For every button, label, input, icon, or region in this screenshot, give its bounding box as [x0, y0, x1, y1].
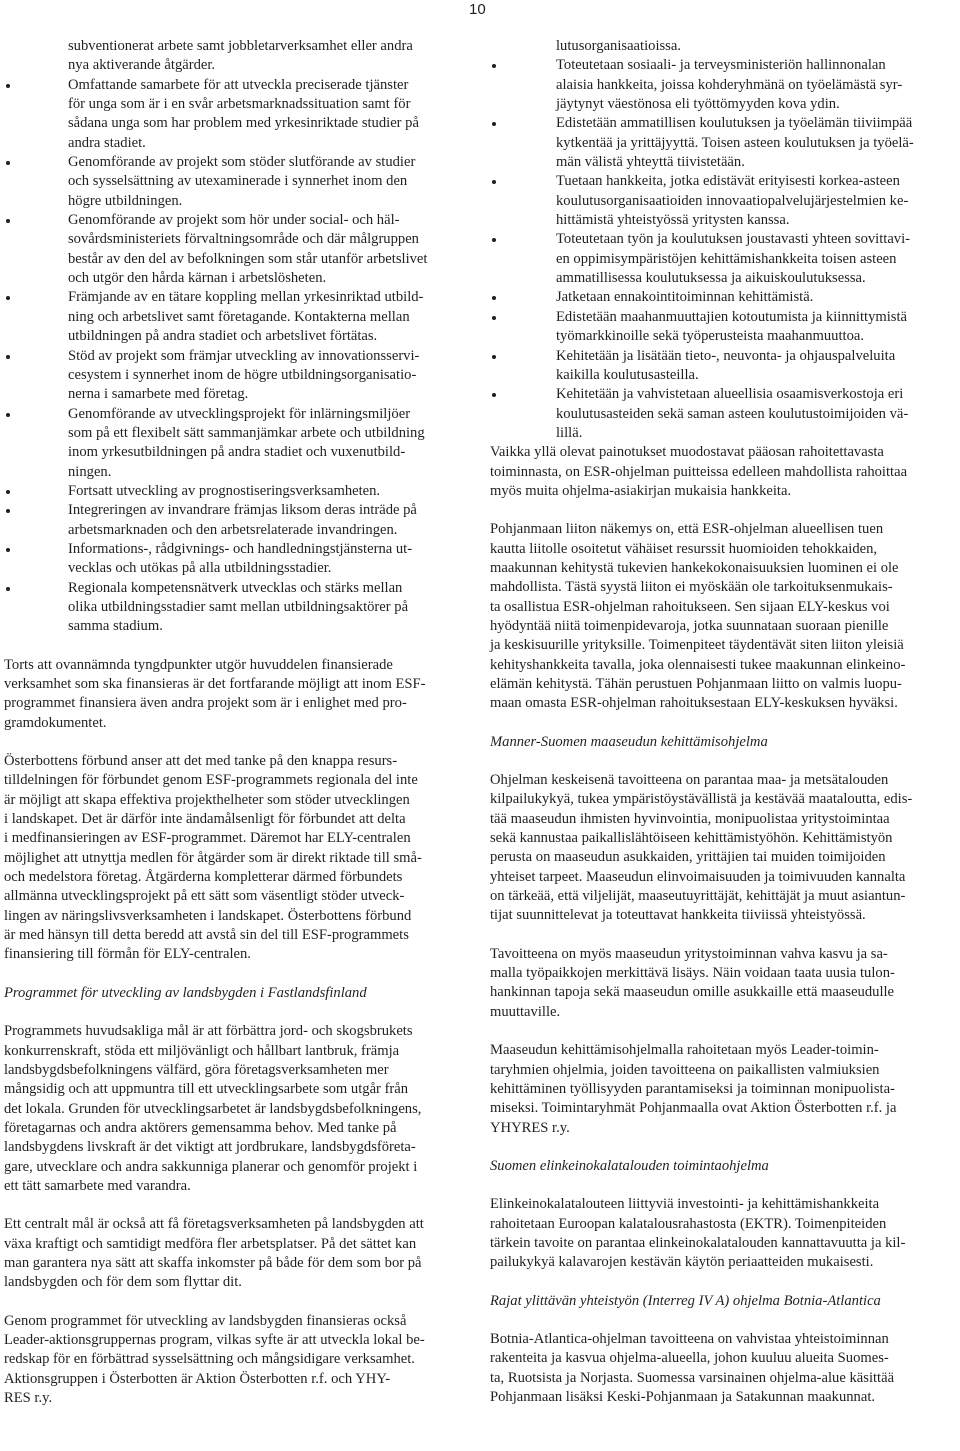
text-line: kytkentää ja yrittäjyyttä. Toisen asteen koulutuksen ja työelä- [556, 134, 914, 151]
text-line: rahoitetaan Euroopan kalatalousrahastosta (EKTR). Toimenpiteiden [490, 1215, 887, 1232]
text-line: alaisia hankkeita, joissa kohderyhmänä on työelämästä syr- [556, 76, 903, 93]
text-line: Främjande av en tätare koppling mellan yrkesinriktad utbild- [68, 289, 424, 306]
text-line: cesystem i synnerhet inom de högre utbildningsorganisatio- [68, 366, 417, 383]
bullet-item [4, 153, 466, 211]
text-line: tijat suunnittelevat ja toteuttavat hankkeita tiiviissä yhteistyössä. [490, 907, 866, 924]
text-line: kautta liitolle osoitetut vähäiset resurssit huomioiden tehokkaiden, [490, 540, 878, 557]
text-line: är med hänsyn till detta beredd att avstå sin del till ESF-programmets [4, 927, 409, 944]
bullet-item [4, 501, 466, 540]
text-line: består av den del av befolkningen som står utanför arbetslivet [68, 250, 428, 267]
bullet-item [4, 482, 466, 501]
text-line: lutusorganisaatioissa. [556, 38, 681, 54]
text-line: RES r.y. [4, 1390, 53, 1406]
text-line: ammatillisessa koulutuksessa ja aikuiskoulutuksessa. [556, 270, 866, 287]
text-line: programmet finansiera även andra projekt som är i enlighet med pro- [4, 695, 407, 712]
bullet-item [490, 385, 954, 443]
text-line: Kehitetään ja vahvistetaan alueellisia osaamisverkostoja eri [556, 386, 904, 403]
text-line: möjlighet att utnyttja medlen för åtgärder som är direkt riktade till små- [4, 849, 422, 866]
text-line: ja keskisuurille yrityksille. Toimenpiteet täydentävät siten liiton yleisiä [490, 637, 904, 654]
paragraph [490, 771, 954, 926]
bullet-item [490, 288, 954, 307]
bullet-item [490, 230, 954, 288]
text-line: Tavoitteena on myös maaseudun yritystoiminnan vahva kasvu ja sa- [490, 945, 888, 962]
section-heading [490, 733, 954, 752]
text-line: perusta on maaseudun asukkaiden, yrittäjien tai muiden toimijoiden [490, 849, 886, 866]
text-line: tärkein tavoite on parantaa elinkeinokalatalouden kannattavuutta ja kil- [490, 1234, 906, 1251]
text-line: yhteiset tarpeet. Maaseudun elinvoimaisuuden ja toimivuuden kannalta [490, 868, 906, 885]
text-line: Ett centralt mål är också att få företagsverksamheten på landsbygden att [4, 1216, 424, 1233]
text-line: nerna i samarbete med företag. [68, 386, 249, 403]
text-line: arbetsmarknaden och den arbetsrelaterade invandringen. [68, 521, 398, 538]
text-line: lingen av näringslivsverksamheten i landskapet. Österbottens förbund [4, 907, 412, 924]
text-line: on tärkeää, että viljelijät, maaseutuyrittäjät, kehittäjät ja muut asiantun- [490, 888, 906, 905]
text-line: en oppimisympäristöjen kehittämishankkeita toisen asteen [556, 250, 897, 267]
text-line: Leader-aktionsgruppernas program, vilkas syfte är att utveckla lokal be- [4, 1331, 425, 1348]
text-line: nya aktiverande åtgärder. [68, 57, 216, 74]
text-line: verksamhet som ska finansieras är det fortfarande möjligt att inom ESF- [4, 676, 426, 692]
text-line: Genom programmet för utveckling av landsbygden finansieras också [4, 1312, 407, 1329]
text-line: maakunnan kehitystä tukevien hankekokonaisuuksien luominen ei ole [490, 559, 899, 576]
text-line: miseksi. Toimintaryhmät Pohjanmaalla ovat Aktion Österbotten r.f. ja [490, 1100, 897, 1117]
right-paragraphs [490, 443, 954, 1407]
text-line: Österbottens förbund anser att det med tanke på den knappa resurs- [4, 753, 398, 770]
text-line: toiminnasta, on ESR-ohjelman puitteissa edelleen mahdollista rahoittaa [490, 463, 908, 480]
text-line: i landskapet. Det är därför inte ändamålsenligt för förbundet att delta [4, 811, 406, 828]
text-line: Programmets huvudsakliga mål är att förbättra jord- och skogsbrukets [4, 1023, 413, 1040]
text-line: elämän kehitystä. Tähän perustuen Pohjanmaan liitto on valmis luopu- [490, 676, 902, 692]
text-line: muuttaville. [490, 1003, 561, 1020]
text-line: kehityshankkeita tavalla, joka olennaisesti tukee maakunnan elinkeino- [490, 656, 906, 673]
text-line: Tuetaan hankkeita, jotka edistävät erityisesti korkea-asteen [556, 173, 900, 190]
text-line: Edistetään ammatillisen koulutuksen ja työelämän tiiviimpää [556, 115, 913, 132]
text-line: Elinkeinokalatalouteen liittyviä investointi- ja kehittämishankkeita [490, 1196, 880, 1213]
text-line: Programmet för utveckling av landsbygden i Fastlandsfinland [4, 984, 367, 1001]
text-line: maan omasta ESR-ohjelman rahoituksestaan ELY-keskuksen hyväksi. [490, 695, 898, 712]
section-heading [490, 1292, 954, 1311]
paragraph [490, 443, 954, 501]
text-line: landsbygdens livskraft är det viktigt att jordbrukare, landsbygdsföreta- [4, 1139, 416, 1156]
paragraph [4, 1215, 466, 1292]
text-line: mångsidig och att uppmuntra till ett utvecklingsarbete som utgår från [4, 1081, 409, 1098]
paragraph [490, 1330, 954, 1407]
text-line: koulutusasteiden sekä saman asteen koulutustoimijoiden vä- [556, 405, 909, 422]
text-line: Fortsatt utveckling av prognostiseringsverksamheten. [68, 482, 381, 499]
text-line: samma stadium. [68, 618, 163, 635]
text-line: växa kraftigt och samtidigt medföra fler arbetsplatser. På det sättet kan [4, 1235, 417, 1252]
text-line: Toteutetaan sosiaali- ja terveysministeriön hallinnonalan [556, 57, 886, 74]
text-line: är möjligt att skapa effektiva projekthelheter som stöder utvecklingen [4, 791, 410, 808]
page-number: 10 [469, 1, 486, 18]
left-bullet-list [4, 37, 466, 637]
text-line: och medelstora företag. Åtgärderna kompletterar därmed förbundets [4, 869, 403, 886]
text-line: ett tätt samarbete med varandra. [4, 1177, 191, 1194]
text-line: som på ett flexibelt sätt sammanjämkar arbete och utbildning [68, 424, 425, 441]
text-line: män välistä yhteyttä tiivistetään. [556, 154, 745, 171]
text-line: Rajat ylittävän yhteistyön (Interreg IV A) ohjelma Botnia-Atlantica [490, 1292, 881, 1309]
left-column [4, 37, 466, 1408]
text-line: landsbygden och för dem som flyttar dit. [4, 1274, 242, 1291]
text-line: hittämistä yhteistyössä yritysten kanssa. [556, 212, 790, 229]
paragraph [4, 1022, 466, 1196]
bullet-item [4, 347, 466, 405]
text-line: Omfattande samarbete för att utveckla preciserade tjänster [68, 76, 409, 93]
text-line: ning och arbetslivet samt företagande. Kontakterna mellan [68, 308, 410, 325]
text-line: sovårdsministeriets förvaltningsområde och där målgruppen [68, 231, 419, 248]
paragraph [4, 656, 466, 733]
text-line: tilldelningen för förbundet genom ESF-programmets regionala del inte [4, 772, 418, 789]
text-line: redskap för en förbättrad sysselsättning och mångsidigare verksamhet. [4, 1351, 415, 1368]
text-line: Aktionsgruppen i Österbotten är Aktion Österbotten r.f. och YHY- [4, 1370, 391, 1387]
text-line: finansiering till förmån för ELY-centralen. [4, 946, 251, 963]
text-line: och sysselsättning av utexaminerade i synnerhet inom den [68, 173, 408, 190]
right-bullet-list [490, 37, 954, 443]
text-line: gramdokumentet. [4, 714, 107, 731]
text-line: Pohjanmaan lisäksi Keski-Pohjanmaan ja Satakunnan maakunnat. [490, 1388, 876, 1405]
text-line: Regionala kompetensnätverk utvecklas och stärks mellan [68, 579, 403, 596]
text-line: Genomförande av projekt som hör under social- och häl- [68, 212, 400, 229]
text-line: tää maaseudun ihmisten hyvinvointia, monipuolistaa yritystoimintaa [490, 810, 890, 827]
text-line: olika utbildningsstadier samt mellan utbildningsaktörer på [68, 598, 409, 615]
left-paragraphs [4, 656, 466, 1409]
bullet-item [4, 76, 466, 153]
text-line: Genomförande av utvecklingsprojekt för inlärningsmiljöer [68, 405, 411, 422]
text-line: rakenteita ja kasvua ohjelma-alueella, johon kuuluu alueita Suomes- [490, 1350, 889, 1367]
bullet-item [4, 37, 466, 76]
text-line: Genomförande av projekt som stöder slutförande av studier [68, 154, 416, 171]
paragraph [490, 1041, 954, 1138]
text-line: Stöd av projekt som främjar utveckling av innovationsservi- [68, 347, 420, 364]
bullet-item [490, 172, 954, 230]
text-line: andra stadiet. [68, 134, 146, 151]
right-column [490, 37, 954, 1407]
text-line: inom yrkesutbildningen på andra stadiet och vuxenutbild- [68, 444, 406, 461]
text-line: vecklas och utökas på alla utbildningsstadier. [68, 560, 332, 577]
text-line: kehittäminen työllisyyden parantamiseksi ja toiminnan monipuolista- [490, 1080, 895, 1097]
text-line: Vaikka yllä olevat painotukset muodostavat pääosan rahoitettavasta [490, 444, 884, 461]
text-line: och utgör den hårda kärnan i arbetslösheten. [68, 270, 327, 287]
section-heading [4, 984, 466, 1003]
text-line: YHYRES r.y. [490, 1119, 570, 1136]
text-line: landsbygdsbefolkningens välfärd, göra företagsverksamheten mer [4, 1061, 389, 1078]
text-line: man garantera nya sätt att skaffa inkomster på både för dem som bor på [4, 1254, 422, 1271]
bullet-item [4, 405, 466, 482]
text-line: Kehitetään ja lisätään tieto-, neuvonta- ja ohjauspalveluita [556, 347, 896, 364]
paragraph [490, 1195, 954, 1272]
bullet-item [490, 347, 954, 386]
text-line: sådana unga som har problem med yrkesinriktade studier på [68, 115, 419, 132]
bullet-item [490, 308, 954, 347]
text-line: Pohjanmaan liiton näkemys on, että ESR-ohjelman alueellisen tuen [490, 521, 884, 538]
text-line: ningen. [68, 463, 112, 480]
text-line: ta, Ruotsista ja Norjasta. Suomessa varsinainen ohjelma-alue käsittää [490, 1369, 895, 1386]
text-line: det lokala. Grunden för utvecklingsarbetet är landsbygdsbefolkningens, [4, 1100, 422, 1117]
text-line: för unga som är i en svår arbetsmarknadssituation samt för [68, 96, 411, 113]
text-line: utbildningen på andra stadiet och arbetslivet förtätas. [68, 328, 378, 345]
text-line: Torts att ovannämnda tyngdpunkter utgör huvuddelen finansierade [4, 656, 393, 673]
bullet-item [4, 288, 466, 346]
text-line: Manner-Suomen maaseudun kehittämisohjelma [490, 733, 768, 750]
text-line: hankinnan tapoja sekä maaseudun omille asukkaille että maaseudulle [490, 984, 895, 1001]
paragraph [490, 945, 954, 1022]
text-line: Jatketaan ennakointitoiminnan kehittämistä. [556, 289, 814, 306]
text-line: högre utbildningen. [68, 192, 183, 209]
text-line: taryhmien ohjelmia, joiden tavoitteena on paikallisten valmiuksien [490, 1061, 880, 1078]
text-line: Informations-, rådgivnings- och handledningstjänsterna ut- [68, 540, 413, 557]
text-line: Toteutetaan työn ja koulutuksen joustavasti yhteen sovittavi- [556, 231, 911, 248]
text-line: Integreringen av invandrare främjas liksom deras inträde på [68, 502, 417, 519]
bullet-item [490, 37, 954, 56]
text-line: Maaseudun kehittämisohjelmalla rahoitetaan myös Leader-toimin- [490, 1042, 879, 1059]
text-line: jäytynyt väestönosa eli työttömyyden kova ydin. [556, 96, 840, 113]
text-line: konkurrenskraft, stöda ett miljövänligt och hållbart lantbruk, främja [4, 1042, 400, 1059]
text-line: työmarkkinoille sekä työperusteista maahanmuuttoa. [556, 328, 865, 345]
text-line: lillä. [556, 424, 583, 441]
paragraph [490, 520, 954, 713]
text-line: sekä kannustaa paikallislähtöiseen kehittämistyöhön. Kehittämistyön [490, 830, 893, 847]
section-heading [490, 1157, 954, 1176]
paragraph [4, 1312, 466, 1409]
text-line: i medfinansieringen av ESF-programmet. Däremot har ELY-centralen [4, 830, 411, 847]
bullet-item [490, 56, 954, 114]
text-line: företagarnas och andra aktörers gemensamma behov. Med tanke på [4, 1119, 397, 1136]
text-line: Ohjelman keskeisenä tavoitteena on parantaa maa- ja metsätalouden [490, 772, 889, 789]
text-line: gare, utvecklare och andra sakkunniga planerar och genomför projekt i [4, 1158, 418, 1175]
text-line: koulutusorganisaatioiden innovaatiopalvelujärjestelmien ke- [556, 192, 909, 209]
text-line: kaikilla koulutusasteilla. [556, 366, 699, 383]
text-line: mahdollista. Tästä syystä liiton ei myöskään ole tarkoituksenmukais- [490, 579, 893, 596]
bullet-item [4, 211, 466, 288]
text-line: Suomen elinkeinokalatalouden toimintaohjelma [490, 1157, 769, 1174]
text-line: myös muita ohjelma-asiakirjan mukaisia hankkeita. [490, 482, 792, 499]
text-line: subventionerat arbete samt jobbletarverksamhet eller andra [68, 38, 413, 54]
paragraph [4, 752, 466, 965]
text-line: malla työpaikkojen merkittävä lisäys. Näin voidaan taata uusia tulon- [490, 965, 895, 982]
bullet-item [4, 540, 466, 579]
text-line: Botnia-Atlantica-ohjelman tavoitteena on vahvistaa yhteistoiminnan [490, 1330, 889, 1347]
text-line: kilpailukykyä, tukea ympäristöystävällistä ja kestävää maataloutta, edis- [490, 791, 913, 808]
text-line: pailukykyä kalavarojen kestävän käytön periaatteiden mukaisesti. [490, 1254, 874, 1271]
text-line: ta osallistua ESR-ohjelman rahoitukseen. Sen sijaan ELY-keskus voi [490, 598, 890, 615]
bullet-item [4, 579, 466, 637]
bullet-item [490, 114, 954, 172]
text-line: hyödyntää niitä toimenpidevaroja, jotka suunnataan suoraan pienille [490, 617, 889, 634]
text-line: allmänna utvecklingsprojekt på ett sätt som väsentligt stöder utveck- [4, 888, 405, 905]
text-line: Edistetään maahanmuuttajien kotoutumista ja kiinnittymistä [556, 308, 907, 325]
